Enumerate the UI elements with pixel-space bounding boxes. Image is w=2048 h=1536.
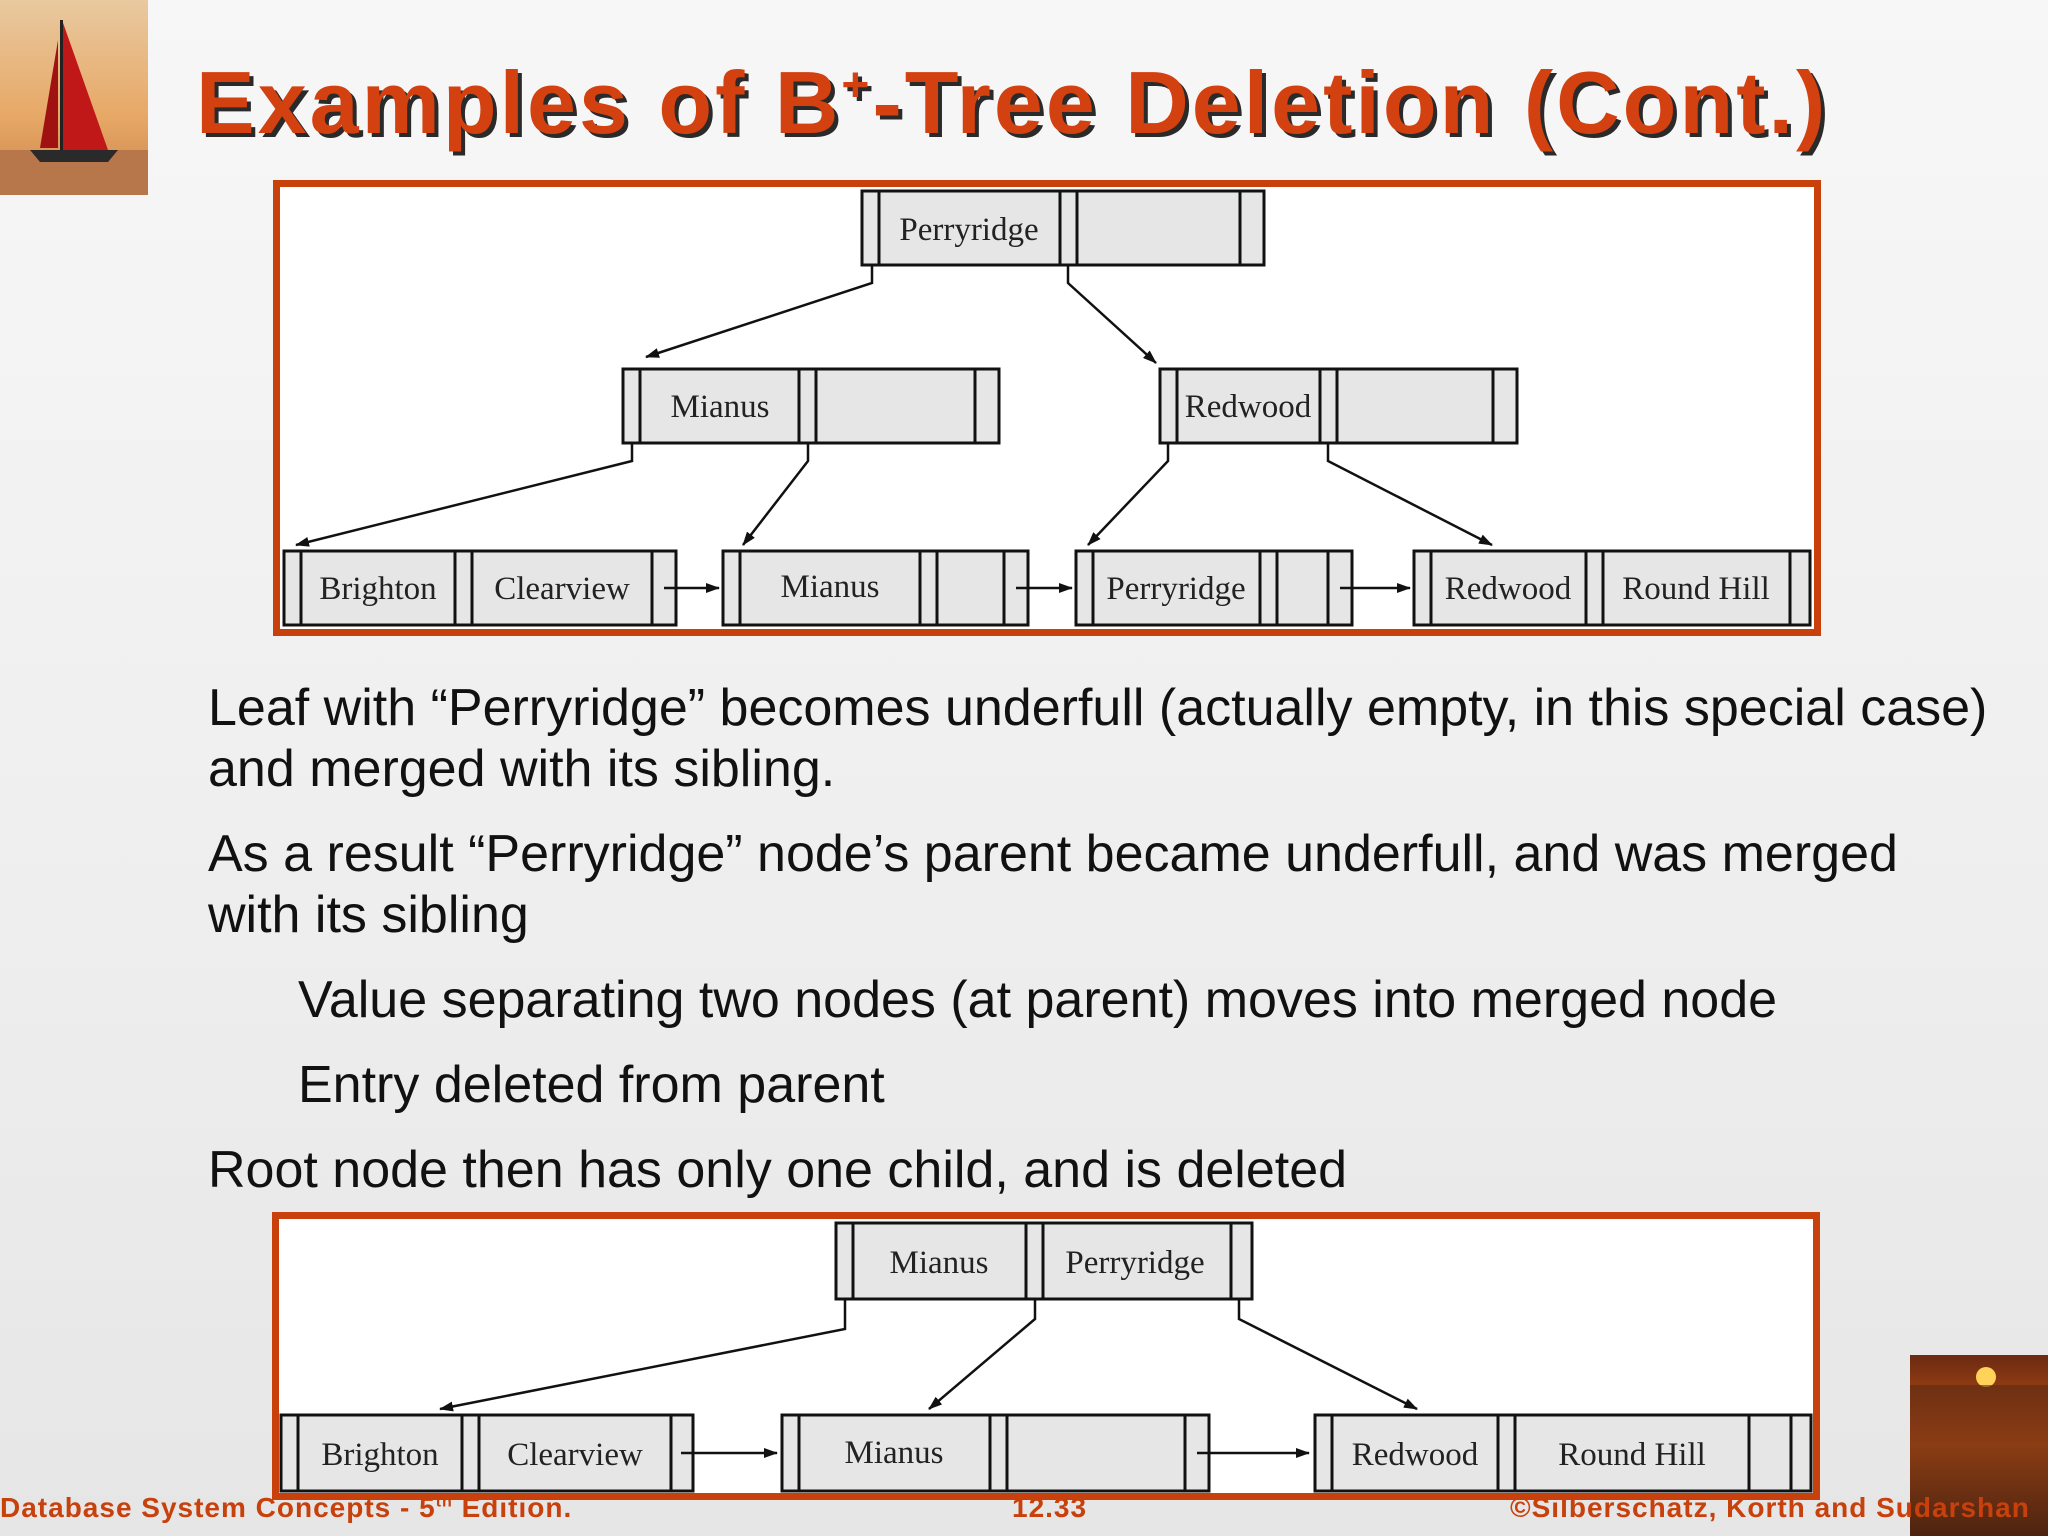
bullet-item: As a result “Perryridge” node’s parent became underfull, and was merged with its sibling [208, 825, 1898, 944]
bullet-item: Root node then has only one child, and is deleted [208, 1141, 1348, 1199]
footer-copyright: ©Silberschatz, Korth and Sudarshan [1510, 1492, 2030, 1523]
leaf1-key-1: Brighton [321, 1437, 439, 1473]
leaf4-key-1: Redwood [1444, 571, 1572, 607]
leaf2-key-1: Mianus [780, 569, 880, 605]
sub-bullet-item: Value separating two nodes (at parent) moves into merged node [298, 971, 1778, 1029]
slide-title: Examples of B+-Tree Deletion (Cont.) [196, 53, 1829, 152]
btree-before-figure [273, 180, 1821, 636]
sub-bullet-item: Entry deleted from parent [298, 1056, 885, 1114]
btree-after-figure [272, 1212, 1820, 1500]
internal-right-key-1: Redwood [1184, 389, 1312, 425]
leaf3-key-1: Perryridge [1106, 571, 1246, 607]
leaf1-key-2: Clearview [494, 571, 630, 607]
bullet-item: Leaf with “Perryridge” becomes underfull (actually empty, in this special case) and merged with its sibling. [208, 679, 1988, 798]
root-key-1: Perryridge [899, 212, 1039, 248]
leaf1-key-2: Clearview [507, 1437, 643, 1473]
footer-slide-number: 12.33 [1012, 1492, 1088, 1523]
leaf1-key-1: Brighton [319, 571, 437, 607]
internal-left-key-1: Mianus [670, 389, 770, 425]
leaf2-key-1: Mianus [844, 1435, 944, 1471]
bullet-list [208, 678, 1988, 1225]
root-key-2: Perryridge [1065, 1245, 1205, 1281]
leaf3-key-2: Round Hill [1558, 1437, 1706, 1473]
sailboat-logo-icon [0, 0, 148, 195]
root-key-1: Mianus [889, 1245, 989, 1281]
leaf4-key-2: Round Hill [1622, 571, 1770, 607]
leaf3-key-1: Redwood [1351, 1437, 1479, 1473]
footer-book-title: Database System Concepts - 5th Edition. [0, 1492, 573, 1523]
